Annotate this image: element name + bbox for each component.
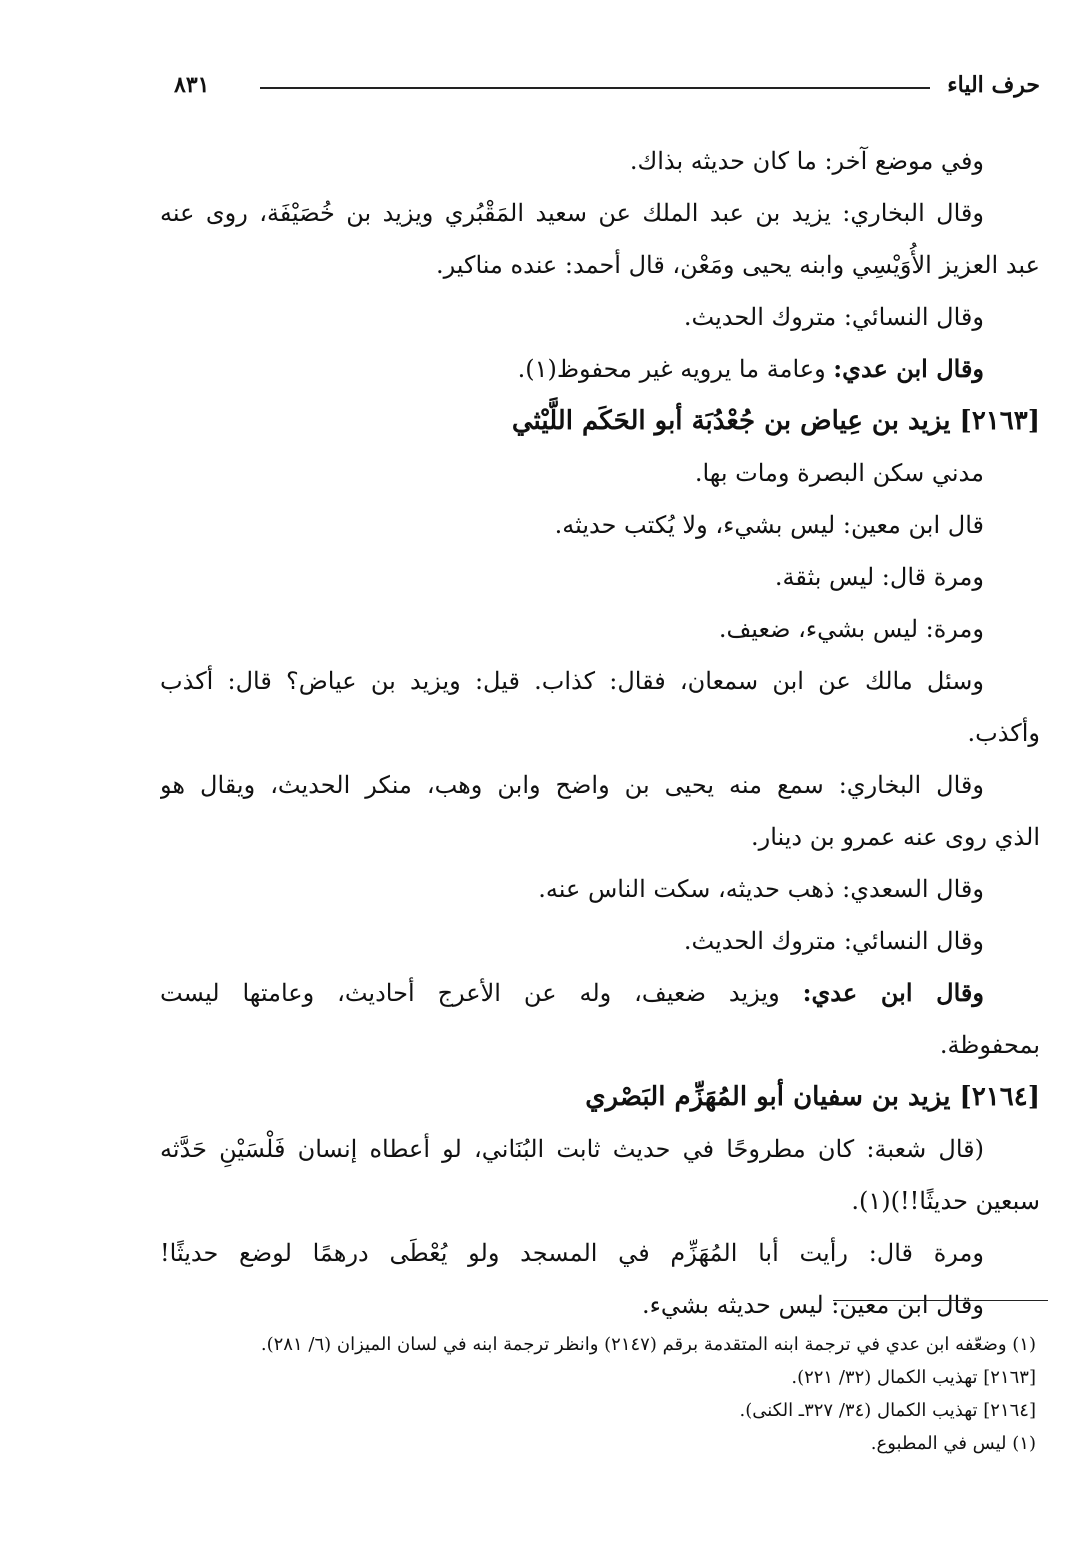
footnote: [٢١٦٣] تهذيب الكمال (٣٢/ ٢٢١).: [791, 1367, 1036, 1388]
line-text: قال ابن معين: ليس بشيء، ولا يُكتب حديثه.: [554, 511, 984, 539]
line-text: وقال البخاري: يزيد بن عبد الملك عن سعيد المَقْبُري ويزيد بن خُصَيْفَة، روى عنه: [160, 199, 984, 227]
speaker-label: وقال ابن عدي:: [833, 354, 984, 383]
footnote-separator: [833, 1300, 1048, 1301]
line-text: مدني سكن البصرة ومات بها.: [694, 459, 984, 487]
entry-heading: [160, 395, 1040, 447]
text-line: [160, 1019, 1040, 1071]
text-line: [160, 967, 1040, 1019]
footnote: [٢١٦٤] تهذيب الكمال (٣٤/ ٣٢٧ـ الكنى).: [739, 1400, 1036, 1421]
entry-heading: [160, 1071, 1040, 1123]
text-line: [160, 447, 1040, 499]
text-line: [160, 759, 1040, 811]
text-line: [160, 1279, 1040, 1331]
text-line: [160, 135, 1040, 187]
line-text: ومرة قال: ليس بثقة.: [774, 563, 984, 591]
text-line: [160, 551, 1040, 603]
line-text: وقال ابن معين: ليس حديثه بشيء.: [642, 1291, 984, 1319]
line-text: [٢١٦٤] يزيد بن سفيان أبو المُهَزِّم البَصْري: [585, 1082, 1040, 1112]
line-text: ومرة قال: رأيت أبا المُهَزِّم في المسجد ولو يُعْطَى درهمًا لوضع حديثًا!: [160, 1239, 984, 1267]
text-line: [160, 811, 1040, 863]
text-line: [160, 707, 1040, 759]
text-line: [160, 1175, 1040, 1227]
header-title: حرف الياء: [947, 72, 1040, 98]
line-text: [٢١٦٣] يزيد بن عِياض بن جُعْدُبَة أبو الحَكَم اللَّيْثي: [511, 406, 1040, 436]
line-text: وأكذب.: [967, 719, 1040, 747]
text-line: [160, 1227, 1040, 1279]
main-text: [160, 135, 1040, 1331]
page-number: ٨٣١: [174, 72, 210, 98]
line-text: وفي موضع آخر: ما كان حديثه بذاك.: [629, 147, 984, 175]
text-line: [160, 603, 1040, 655]
line-text: وعامة ما يرويه غير محفوظ(١).: [517, 355, 834, 383]
line-text: وقال البخاري: سمع منه يحيى بن واضح وابن وهب، منكر الحديث، ويقال هو: [160, 771, 984, 799]
header-rule: [260, 87, 930, 89]
text-line: [160, 863, 1040, 915]
line-text: ومرة: ليس بشيء، ضعيف.: [718, 615, 984, 643]
line-text: وقال النسائي: متروك الحديث.: [683, 927, 984, 955]
speaker-label: وقال ابن عدي:: [802, 978, 984, 1007]
line-text: الذي روى عنه عمرو بن دينار.: [750, 823, 1040, 851]
footnote: (١) وضعّفه ابن عدي في ترجمة ابنه المتقدمة برقم (٢١٤٧) وانظر ترجمة ابنه في لسان الميزان (٦/ ٢٨١).: [260, 1334, 1036, 1355]
line-text: بمحفوظة.: [939, 1031, 1040, 1059]
text-line: [160, 499, 1040, 551]
text-line: [160, 915, 1040, 967]
text-line: [160, 1123, 1040, 1175]
line-text: وسئل مالك عن ابن سمعان، فقال: كذاب. قيل: ويزيد بن عياض؟ قال: أكذب: [160, 667, 984, 695]
text-line: [160, 343, 1040, 395]
footnote: (١) ليس في المطبوع.: [870, 1433, 1036, 1454]
line-text: سبعين حديثًا!!)(١).: [851, 1187, 1040, 1215]
text-line: [160, 187, 1040, 239]
text-line: [160, 291, 1040, 343]
footnotes: [170, 1328, 1040, 1460]
line-text: (قال شعبة: كان مطروحًا في حديث ثابت البُنَاني، لو أعطاه إنسان فَلْسَيْنِ حَدَّثه: [160, 1135, 984, 1163]
line-text: عبد العزيز الأُوَيْسِي وابنه يحيى ومَعْن، قال أحمد: عنده مناكير.: [435, 251, 1040, 279]
line-text: وقال النسائي: متروك الحديث.: [683, 303, 984, 331]
running-header: [160, 68, 1040, 108]
line-text: وقال السعدي: ذهب حديثه، سكت الناس عنه.: [538, 875, 984, 903]
line-text: ويزيد ضعيف، وله عن الأعرج أحاديث، وعامتها ليست: [160, 979, 803, 1007]
text-line: [160, 239, 1040, 291]
text-line: [160, 655, 1040, 707]
